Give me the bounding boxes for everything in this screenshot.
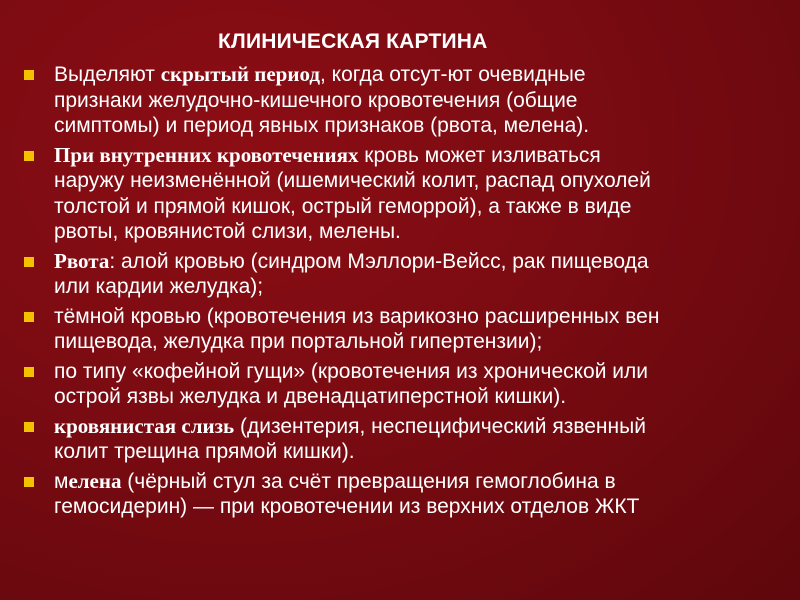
bullet-item bbox=[24, 143, 784, 245]
text-segment: тёмной кровью (кровотечения из варикозно расширенных вен bbox=[54, 304, 660, 328]
square-bullet-icon bbox=[24, 477, 34, 487]
bullet-line bbox=[54, 168, 784, 194]
text-segment: острой язвы желудка и двенадцатиперстной кишки). bbox=[54, 385, 567, 408]
bullet-line bbox=[54, 469, 784, 495]
text-segment: (дизентерия, неспецифический язвенный bbox=[234, 414, 646, 438]
bullet-item bbox=[24, 469, 784, 520]
bullet-item bbox=[24, 249, 784, 300]
text-segment: наружу неизменённой (ишемический колит, распад опухолей bbox=[54, 169, 651, 192]
bullet-list bbox=[24, 62, 784, 524]
bullet-line bbox=[54, 329, 784, 355]
bullet-line bbox=[54, 274, 784, 300]
text-segment: Выделяют bbox=[54, 63, 161, 86]
bullet-item bbox=[24, 304, 784, 355]
text-segment: : алой кровью (синдром Мэллори-Вейсс, рак пищевода bbox=[109, 249, 649, 273]
text-segment: пищевода, желудка при портальной гипертензии); bbox=[54, 330, 543, 353]
text-segment: м bbox=[54, 469, 69, 493]
text-segment: кровь может изливаться bbox=[358, 143, 601, 167]
bullet-line bbox=[54, 414, 784, 440]
bold-text: При внутренних кровотечениях bbox=[54, 142, 359, 167]
text-segment: колит трещина прямой кишки). bbox=[54, 440, 355, 463]
text-segment: толстой и прямой кишок, острый геморрой), а также в виде bbox=[54, 194, 632, 218]
square-bullet-icon bbox=[24, 70, 34, 80]
bullet-line bbox=[54, 143, 784, 169]
square-bullet-icon bbox=[24, 422, 34, 432]
square-bullet-icon bbox=[24, 257, 34, 267]
bullet-line bbox=[54, 384, 784, 410]
bullet-line bbox=[54, 194, 784, 220]
bullet-line bbox=[54, 304, 784, 330]
bullet-line bbox=[54, 219, 784, 245]
text-segment: рвоты, кровянистой слизи, мелены. bbox=[54, 220, 401, 243]
bullet-line bbox=[54, 249, 784, 275]
bullet-item bbox=[24, 359, 784, 410]
bold-text: елена bbox=[68, 468, 122, 493]
text-segment: , когда отсут-ют очевидные bbox=[319, 63, 586, 86]
bullet-line bbox=[54, 494, 784, 520]
bullet-line bbox=[54, 88, 784, 114]
square-bullet-icon bbox=[24, 312, 34, 322]
bold-text: Рвота bbox=[54, 248, 110, 273]
bullet-line bbox=[54, 113, 784, 139]
bold-text: кровянистая слизь bbox=[54, 413, 235, 438]
text-segment: гемосидерин) — при кровотечении из верхних отделов ЖКТ bbox=[54, 495, 640, 518]
text-segment: по типу «кофейной гущи» (кровотечения из хронической или bbox=[54, 359, 649, 383]
square-bullet-icon bbox=[24, 367, 34, 377]
text-segment: (чёрный стул за счёт превращения гемоглобина в bbox=[121, 469, 616, 493]
bold-text: скрытый период bbox=[160, 62, 320, 86]
square-bullet-icon bbox=[24, 151, 34, 161]
bullet-item bbox=[24, 414, 784, 465]
text-segment: или кардии желудка); bbox=[54, 275, 264, 298]
text-segment: симптомы) и период явных признаков (рвота, мелена). bbox=[54, 114, 590, 137]
bullet-line bbox=[54, 439, 784, 465]
bullet-item bbox=[24, 62, 784, 139]
slide-title: КЛИНИЧЕСКАЯ КАРТИНА bbox=[218, 30, 488, 53]
bullet-line bbox=[54, 359, 784, 385]
bullet-line bbox=[54, 62, 784, 88]
text-segment: признаки желудочно-кишечного кровотечения (общие bbox=[54, 88, 578, 112]
